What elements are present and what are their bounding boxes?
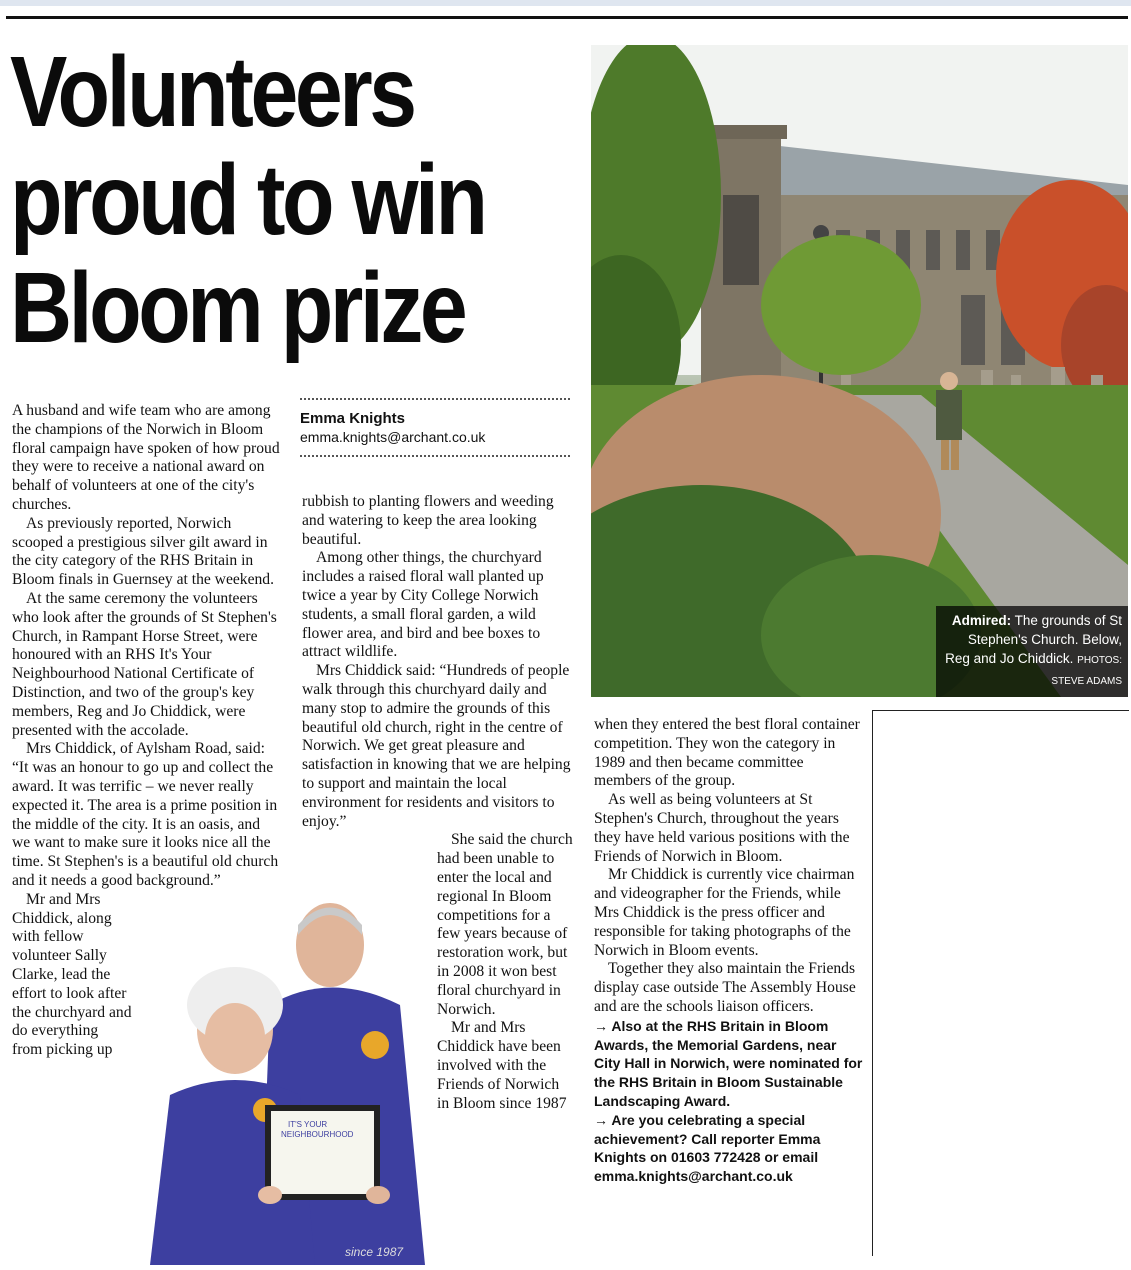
byline-email: emma.knights@archant.co.uk xyxy=(300,429,486,445)
headline-line-1: Volunteers xyxy=(10,36,414,148)
note-contact-reporter: → Are you celebrating a special achievement? Call reporter Emma Knights on 01603 772428 or email emma.knights@archant.co.uk xyxy=(594,1111,821,1185)
byline-rule-top xyxy=(300,398,570,400)
paragraph: Mr and Mrs Chiddick, along with fellow volunteer Sally Clarke, lead the effort to look after the churchyard and do everything from picking up xyxy=(12,890,132,1059)
paragraph: Mr Chiddick is currently vice chairman and videographer for the Friends, while Mrs Chiddick is the press officer and responsible for taking photographs of the Norwich in Bloom events. xyxy=(594,866,855,959)
byline xyxy=(300,398,570,457)
certificate-title: IT'S YOUR xyxy=(288,1120,328,1129)
headline-line-3: Bloom prize xyxy=(10,252,465,364)
paragraph: Together they also maintain the Friends display case outside The Assembly House and are the schools liaison officers. xyxy=(594,960,856,1015)
church-photo xyxy=(591,45,1128,697)
photo-credit: PHOTOS: STEVE ADAMS xyxy=(1051,655,1122,687)
paragraph: A husband and wife team who are among the champions of the Norwich in Bloom floral campaign have spoken of how proud they were to receive a national award on behalf of volunteers at one of the city's churches. xyxy=(12,402,280,513)
adjacent-box-border xyxy=(872,710,1129,1256)
church-illustration xyxy=(591,45,1128,697)
paragraph: She said the church had been unable to enter the local and regional In Bloom competitions for a few years because of restoration work, but in 2008 it won best floral churchyard in Norwich. xyxy=(437,831,573,1018)
headline-line-2: proud to win xyxy=(10,144,485,256)
caption-text: The grounds of St Stephen's Church. Below, Reg and Jo Chiddick. xyxy=(945,613,1122,666)
paragraph: At the same ceremony the volunteers who look after the grounds of St Stephen's Church, in Rampant Horse Street, were honoured with an RHS It's Your Neighbourhood National Certificate of Distinction, and two of the group's key members, Reg and Jo Chiddick, were presented with the accolade. xyxy=(12,589,277,739)
shirt-print-text: since 1987 xyxy=(345,1245,404,1259)
photo-caption xyxy=(936,606,1128,697)
paragraph: Mrs Chiddick said: “Hundreds of people walk through this churchyard daily and many stop to admire the grounds of this beautiful old church, right in the centre of Norwich. We get great pleasure and satisfaction in knowing that we are helping to support and maintain the local environment for residents and visitors to enjoy.” xyxy=(302,662,571,830)
byline-rule-bottom xyxy=(300,455,570,457)
top-edge-strip xyxy=(0,0,1131,6)
caption-lead: Admired: xyxy=(951,613,1012,628)
couple-photo xyxy=(140,895,430,1265)
paragraph: As well as being volunteers at St Stephen's Church, throughout the years they have held various positions with the Friends of Norwich in Bloom. xyxy=(594,791,850,865)
paragraph: when they entered the best floral container competition. They won the category in 1989 and then became committee members of the group. xyxy=(594,716,860,790)
article-column-3 xyxy=(594,716,864,1186)
note-also-awards: → Also at the RHS Britain in Bloom Awards, the Memorial Gardens, near City Hall in Norwich, were nominated for the RHS Britain in Bloom Sustainable Landscaping Award. xyxy=(594,1017,863,1109)
paragraph: rubbish to planting flowers and weeding and watering to keep the area looking beautiful. xyxy=(302,493,554,548)
top-rule xyxy=(6,16,1128,19)
paragraph: Mr and Mrs Chiddick have been involved with the Friends of Norwich in Bloom since 1987 xyxy=(437,1019,567,1112)
certificate-subtitle: NEIGHBOURHOOD xyxy=(281,1130,354,1139)
paragraph: As previously reported, Norwich scooped a prestigious silver gilt award in the city category of the RHS Britain in Bloom finals in Guernsey at the weekend. xyxy=(12,514,274,589)
couple-illustration xyxy=(140,895,430,1265)
paragraph: Among other things, the churchyard includes a raised floral wall planted up twice a year by City College Norwich students, a small floral garden, a wild flower area, and bird and bee boxes to attract wildlife. xyxy=(302,549,544,661)
byline-author: Emma Knights xyxy=(300,410,406,427)
paragraph: Mrs Chiddick, of Aylsham Road, said: “It was an honour to go up and collect the award. It was terrific – we never really expected it. The area is a prime position in the middle of the city. It is an oasis, and we want to make sure it looks nice all the time. St Stephen's is a beautiful old church and it needs a good background.” xyxy=(12,740,279,889)
headline xyxy=(10,38,505,362)
